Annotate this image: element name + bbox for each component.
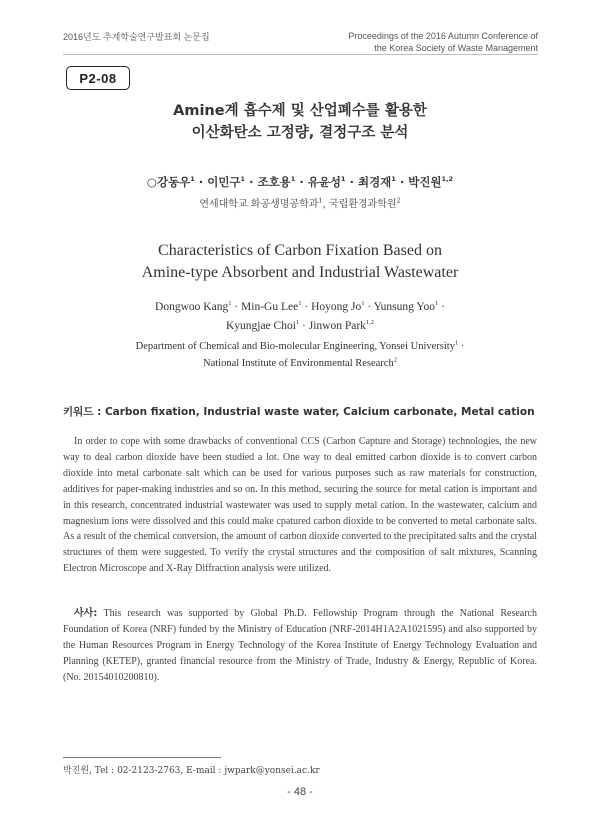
running-header-left: 2016년도 추계학술연구발표회 논문집 xyxy=(63,32,210,42)
author-separator: · xyxy=(345,175,358,189)
english-affiliation-2-sup: 2 xyxy=(393,356,397,364)
english-title-line2: Amine-type Absorbent and Industrial Wastewater xyxy=(141,264,459,281)
korean-title-line1: Amine계 흡수제 및 산업폐수를 활용한 xyxy=(173,103,427,119)
english-author-4: Yunsung Yoo xyxy=(373,301,435,313)
author-separator: · xyxy=(438,301,445,313)
english-title xyxy=(0,240,600,284)
english-author-5: Kyungjae Choi xyxy=(225,320,296,332)
korean-author-2-sup: 1 xyxy=(240,175,246,184)
author-separator: · xyxy=(301,301,312,313)
header-divider xyxy=(63,54,538,55)
english-author-4-sup: 1 xyxy=(434,300,439,308)
english-affiliation xyxy=(0,338,600,372)
korean-affiliation-1-sup: 1 xyxy=(318,196,323,205)
keywords: 키워드 : Carbon fixation, Industrial waste water, Calcium carbonate, Metal cation xyxy=(63,406,535,418)
korean-author-2: 이민구 xyxy=(207,175,241,189)
english-title-line1: Characteristics of Carbon Fixation Based on xyxy=(158,242,442,259)
author-separator: · xyxy=(364,301,374,313)
author-separator: · xyxy=(231,301,242,313)
english-affiliation-line2 xyxy=(0,355,600,372)
acknowledgment-paragraph xyxy=(63,606,537,686)
english-affiliation-2: National Institute of Environmental Research xyxy=(203,358,394,369)
english-author-6: Jinwon Park xyxy=(308,320,366,332)
english-author-2: Min-Gu Lee xyxy=(241,301,299,313)
korean-affiliation-2: , 국립환경과학원 xyxy=(322,199,397,210)
affiliation-separator: · xyxy=(458,341,465,352)
korean-author-5: 최경재 xyxy=(357,175,392,189)
english-author-1-sup: 1 xyxy=(228,300,232,308)
footnote-divider xyxy=(63,757,221,758)
english-author-3-sup: 1 xyxy=(361,300,365,308)
english-authors xyxy=(0,298,600,336)
english-authors-line2 xyxy=(0,317,600,336)
acknowledgment-label: 사사: xyxy=(74,608,98,619)
korean-author-4-sup: 1 xyxy=(341,175,346,184)
korean-author-3: 조호용 xyxy=(257,175,291,189)
abstract-paragraph: In order to cope with some drawbacks of conventional CCS (Carbon Capture and Storage) technologies, the new way to deal carbon dioxide have been studied a lot. One way to deal emitted carbon dioxide is to convert carbon dioxide into metal carbonate salt which can be used for various purposes such as raw materials for construction, additives for paper-making industries and so on. In this method, securing the source for metal cation is important and in this research, concentrated industrial wastewater was used to supply metal cation. In the wastewater, calcium and magnesium ions were dissolved and this could make cpatured carbon dioxide to be converted to metal carbonate salts. As a result of the chemical conversion, the amount of carbon dioxide converted to the precipitated salts and the crystal structures of them were suggested. To verify the crystal structures and the composition of salt mixtures, Scanning Electron Microscope and X-Ray Diffraction analysis were utilized. xyxy=(63,436,537,575)
author-separator: · xyxy=(194,175,208,189)
korean-author-5-sup: 1 xyxy=(391,175,396,184)
acknowledgment-text: This research was supported by Global Ph.D. Fellowship Program through the National Research Foundation of Korea (NRF) funded by the Ministry of Education (NRF-2014H1A2A1021595) and also supported by the Human Resources Program in Energy Technology of the Korea Institute of Energy Technology Evaluation and Planning (KETEP), granted financial resource from the Ministry of Trade, Industry & Energy, Republic of Korea. (No. 20154010200810). xyxy=(63,608,537,683)
english-author-5-sup: 1 xyxy=(295,319,300,327)
page-number: - 48 - xyxy=(287,786,313,798)
korean-author-4: 유윤성 xyxy=(307,175,342,189)
korean-author-3-sup: 1 xyxy=(290,175,296,184)
english-authors-line1 xyxy=(0,298,600,317)
session-code-badge: P2-08 xyxy=(66,66,130,90)
korean-title-line2: 이산화탄소 고정량, 결정구조 분석 xyxy=(191,125,409,141)
corresponding-author-footnote: 박진원, Tel : 02-2123-2763, E-mail : jwpark@yonsei.ac.kr xyxy=(63,766,320,776)
running-header-right-line1: Proceedings of the 2016 Autumn Conference of xyxy=(348,31,538,41)
korean-authors xyxy=(0,174,600,190)
running-header-right xyxy=(318,30,538,54)
korean-title xyxy=(0,100,600,144)
korean-author-6-sup: 1,2 xyxy=(441,175,454,184)
author-separator: · xyxy=(295,175,308,189)
korean-author-6: 박진원 xyxy=(408,175,442,189)
author-separator: · xyxy=(245,175,258,189)
korean-affiliation-1: 연세대학교 화공생명공학과 xyxy=(199,199,319,210)
korean-author-1: 강동우 xyxy=(156,175,191,189)
presenter-mark: ○ xyxy=(146,175,157,189)
author-separator: · xyxy=(395,175,409,189)
english-affiliation-1: Department of Chemical and Bio-molecular Engineering, Yonsei University xyxy=(135,341,455,352)
korean-affiliation xyxy=(0,195,600,210)
english-affiliation-line1 xyxy=(0,338,600,355)
english-author-2-sup: 1 xyxy=(298,300,302,308)
running-header-right-line2: the Korea Society of Waste Management xyxy=(374,43,538,53)
english-affiliation-1-sup: 1 xyxy=(454,339,459,347)
author-separator: · xyxy=(299,320,309,332)
korean-affiliation-2-sup: 2 xyxy=(396,196,401,205)
english-author-1: Dongwoo Kang xyxy=(155,301,229,313)
english-author-3: Hoyong Jo xyxy=(311,301,362,313)
korean-author-1-sup: 1 xyxy=(190,175,195,184)
english-author-6-sup: 1,2 xyxy=(365,319,375,327)
